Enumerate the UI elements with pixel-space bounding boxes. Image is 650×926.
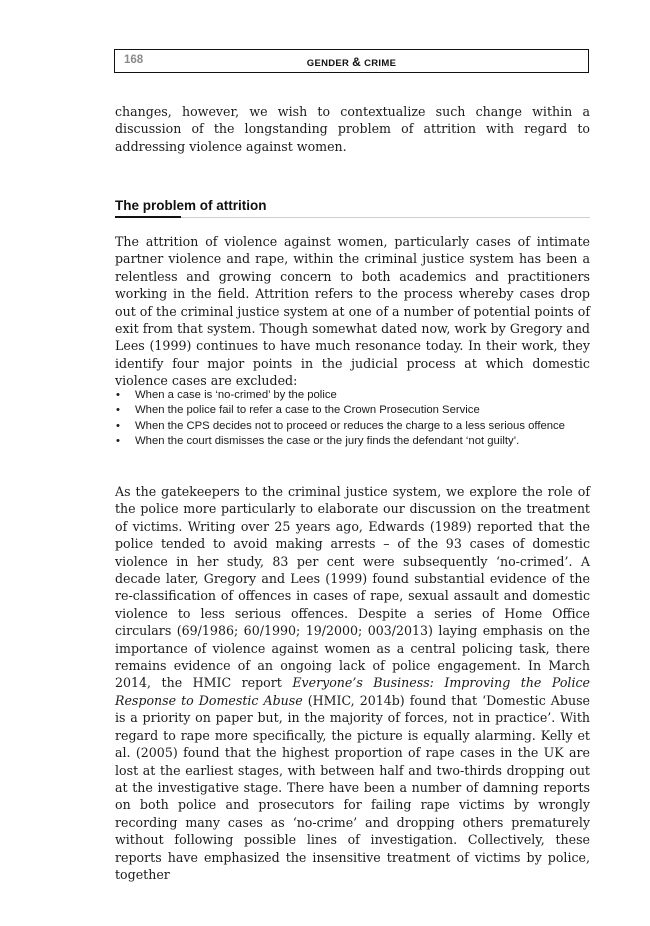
running-title xyxy=(115,55,588,69)
bullet-icon: • xyxy=(116,389,120,401)
heading-rule-accent xyxy=(115,216,181,218)
running-title-right: CRIME xyxy=(364,58,397,69)
list-item-text: When the court dismisses the case or the jury finds the defendant ‘not guilty’. xyxy=(135,435,520,448)
heading-rule xyxy=(115,217,590,218)
body-paragraph-2 xyxy=(115,483,590,883)
report-title-italic: Everyone’s Business: Improving the Police Response to Domestic Abuse xyxy=(115,675,590,708)
paragraph-2-text-start: As the gatekeepers to the criminal justice system, we explore the role of the police more particularly to elaborate our discussion on the treatment of victims. Writing over 25 years ago, Edwards (1989) reported that the police tended to avoid making arrests – of the 93 cases of domestic violence in her study, 83 per cent were subsequently ‘no-crimed’. A decade later, Gregory and Lees (1999) found substantial evidence of the re-classification of offences in cases of rape, sexual assault and domestic violence to less serious offences. Despite a series of Home Office circulars (69/1986; 60/1990; 19/2000; 003/2013) laying emphasis on the importance of violence against women as a central policing task, there remains evidence of an ongoing lack of police engagement. In March 2014, the HMIC report xyxy=(115,484,590,691)
list-item xyxy=(115,403,590,418)
body-paragraph-1: The attrition of violence against women, particularly cases of intimate partner violence and rape, within the criminal justice system has been a relentless and growing concern to both academics and practitioners working in the field. Attrition refers to the process whereby cases drop out of the criminal justice system at one of a number of potential points of exit from that system. Though somewhat dated now, work by Gregory and Lees (1999) continues to have much resonance today. In their work, they identify four major points in the judicial process at which domestic violence cases are excluded: xyxy=(115,234,590,389)
running-title-left: GENDER xyxy=(306,58,350,69)
paragraph-2-text-end: (HMIC, 2014b) found that ‘Domestic Abuse is a priority on paper but, in the majority of forces, not in practice’. With regard to rape more specifically, the picture is equally alarming. Kelly et al. (2005) found that the highest proportion of rape cases in the UK are lost at the earliest stages, with between half and two-thirds dropping out at the investigative stage. There have been a number of damning reports on both police and prosecutors for failing rape victims by wrongly recording many cases as ‘no-crime’ and dropping others prematurely without following possible lines of investigation. Collectively, these reports have emphasized the insensitive treatment of victims by police, together xyxy=(115,692,590,882)
list-item-text: When the CPS decides not to proceed or reduces the charge to a less serious offence xyxy=(135,419,565,432)
bullet-icon: • xyxy=(116,435,120,448)
intro-paragraph: changes, however, we wish to contextualize such change within a discussion of the longstanding problem of attrition with regard to addressing violence against women. xyxy=(115,104,590,154)
bullet-icon: • xyxy=(116,419,120,432)
list-item xyxy=(115,419,590,434)
bullet-icon: • xyxy=(116,404,120,417)
bullet-list xyxy=(115,388,590,450)
list-item xyxy=(115,388,590,403)
list-item-text: When the police fail to refer a case to the Crown Prosecution Service xyxy=(135,404,480,417)
section-heading: The problem of attrition xyxy=(115,198,267,213)
list-item-text: When a case is ‘no-crimed’ by the police xyxy=(135,389,337,401)
running-title-ampersand: & xyxy=(352,55,362,69)
list-item xyxy=(115,434,590,449)
running-header xyxy=(114,49,589,73)
page-number: 168 xyxy=(124,54,144,66)
